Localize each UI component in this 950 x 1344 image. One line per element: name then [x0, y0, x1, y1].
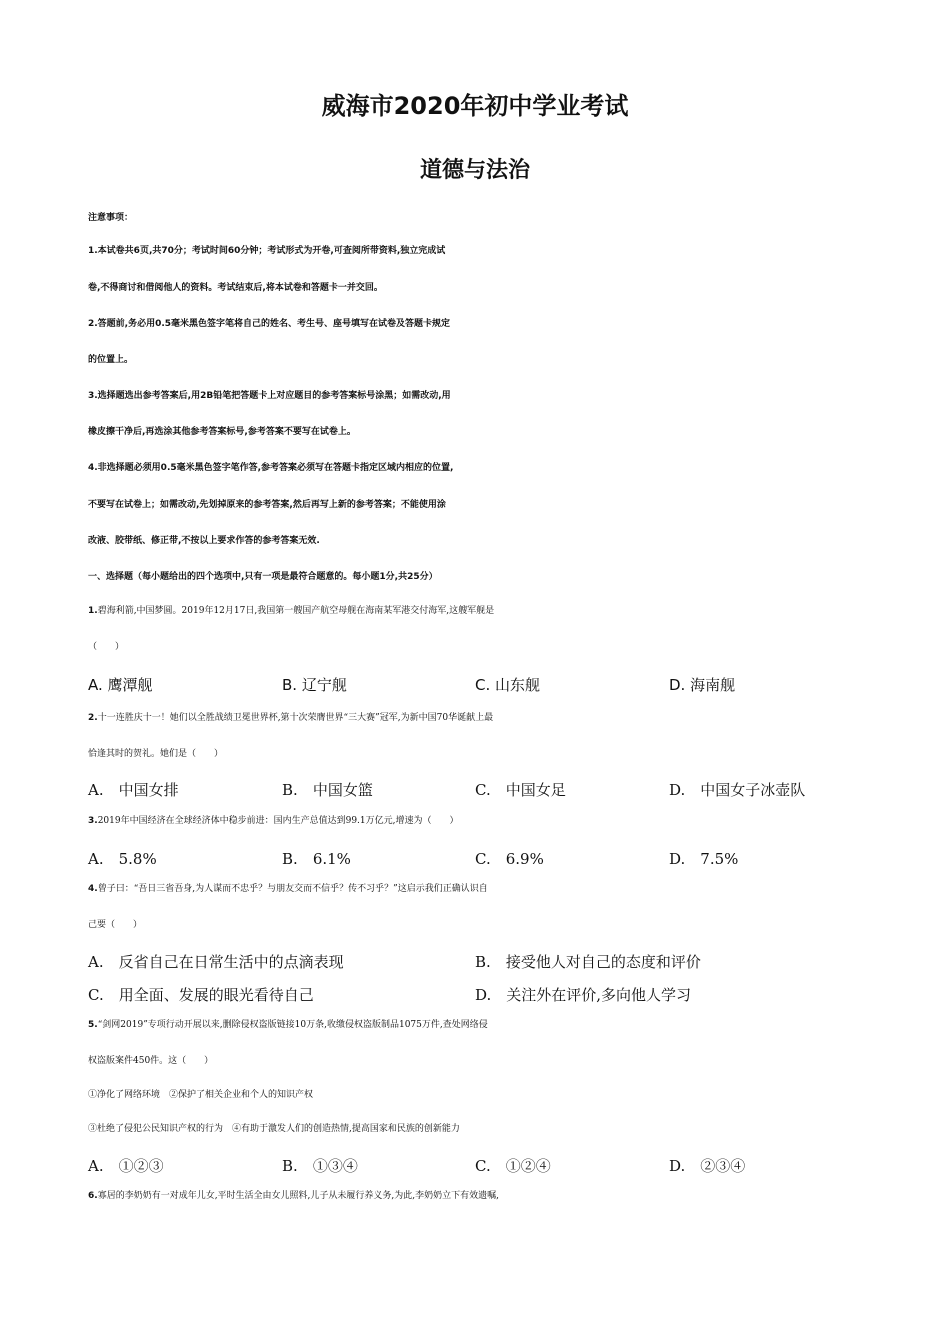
notes-line: 的位置上。	[88, 355, 134, 365]
option-b: B. ①③④	[282, 1157, 358, 1175]
notes-line: 改液、胶带纸、修正带,不按以上要求作答的参考答案无效.	[88, 536, 320, 546]
question-1-stem: 1.碧海利箭,中国梦圆。2019年12月17日,我国第一艘国产航空母舰在海南某军港交付海军,这艘军舰是	[88, 606, 495, 616]
question-3-stem: 3.2019年中国经济在全球经济体中稳步前进：国内生产总值达到99.1万亿元,增速为（ ）	[88, 816, 459, 826]
option-d: D. 海南舰	[669, 676, 736, 694]
option-a: A. 鹰潭舰	[88, 676, 153, 694]
option-d: D. 关注外在评价,多向他人学习	[475, 986, 692, 1004]
question-5-stem-cont: 权盗版案件450件。这（ ）	[88, 1056, 214, 1066]
option-d: D. 7.5%	[669, 850, 739, 868]
exam-title: 威海市2020年初中学业考试	[321, 92, 629, 120]
notes-line: 不要写在试卷上；如需改动,先划掉原来的参考答案,然后再写上新的参考答案；不能使用涂	[88, 500, 446, 510]
notes-line: 3.选择题选出参考答案后,用2B铅笔把答题卡上对应题目的参考答案标号涂黑；如需改动,用	[88, 391, 451, 401]
question-2-stem-cont: 恰逢其时的贺礼。她们是（ ）	[88, 749, 224, 759]
option-b: B. 辽宁舰	[282, 676, 347, 694]
question-number: 5.	[88, 1020, 98, 1030]
notes-heading: 注意事项：	[88, 213, 134, 223]
option-c: C. 6.9%	[475, 850, 544, 868]
question-5-item: ③杜绝了侵犯公民知识产权的行为 ④有助于激发人们的创造热情,提高国家和民族的创新能力	[88, 1124, 460, 1134]
question-number: 2.	[88, 713, 98, 723]
option-a: A. 5.8%	[88, 850, 157, 868]
question-6-stem: 6.寡居的李奶奶有一对成年儿女,平时生活全由女儿照料,儿子从未履行养义务,为此,李奶奶立下有效遗嘱,	[88, 1191, 499, 1201]
notes-line: 1.本试卷共6页,共70分；考试时间60分钟；考试形式为开卷,可查阅所带资料,独立完成试	[88, 246, 446, 256]
question-number: 3.	[88, 816, 98, 826]
question-number: 4.	[88, 884, 98, 894]
question-1-stem-cont: （ ）	[88, 642, 125, 652]
question-4-stem-cont: 己要（ ）	[88, 920, 143, 930]
option-d: D. 中国女子冰壶队	[669, 781, 806, 799]
question-number: 1.	[88, 606, 98, 616]
section-heading: 一、选择题（每小题给出的四个选项中,只有一项是最符合题意的。每小题1分,共25分）	[88, 572, 438, 582]
question-5-item: ①净化了网络环境 ②保护了相关企业和个人的知识产权	[88, 1090, 314, 1100]
notes-line: 橡皮擦干净后,再选涂其他参考答案标号,参考答案不要写在试卷上。	[88, 427, 356, 437]
option-c: C. 山东舰	[475, 676, 541, 694]
option-b: B. 6.1%	[282, 850, 351, 868]
question-2-stem: 2.十一连胜庆十一！她们以全胜战绩卫冕世界杯,第十次荣膺世界“三大赛”冠军,为新中国70华诞献上最	[88, 713, 494, 723]
notes-line: 2.答题前,务必用0.5毫米黑色签字笔将自己的姓名、考生号、座号填写在试卷及答题卡规定	[88, 319, 451, 329]
question-5-stem: 5.“剑网2019”专项行动开展以来,删除侵权盗版链接10万条,收缴侵权盗版制品1075万件,查处网络侵	[88, 1020, 488, 1030]
question-4-stem: 4.曾子曰：“吾日三省吾身,为人谋而不忠乎？与朋友交而不信乎？传不习乎？”这启示我们正确认识自	[88, 884, 488, 894]
question-number: 6.	[88, 1191, 98, 1201]
notes-line: 4.非选择题必须用0.5毫米黑色签字笔作答,参考答案必须写在答题卡指定区域内相应的位置,	[88, 463, 454, 473]
option-b: B. 接受他人对自己的态度和评价	[475, 953, 701, 971]
option-a: A. 反省自己在日常生活中的点滴表现	[88, 953, 344, 971]
option-c: C. 用全面、发展的眼光看待自己	[88, 986, 314, 1004]
option-a: A. ①②③	[88, 1157, 164, 1175]
option-a: A. 中国女排	[88, 781, 179, 799]
notes-line: 卷,不得商讨和借阅他人的资料。考试结束后,将本试卷和答题卡一并交回。	[88, 283, 383, 293]
exam-subject: 道德与法治	[419, 158, 530, 183]
option-c: C. 中国女足	[475, 781, 566, 799]
option-c: C. ①②④	[475, 1157, 551, 1175]
option-b: B. 中国女篮	[282, 781, 373, 799]
option-d: D. ②③④	[669, 1157, 746, 1175]
